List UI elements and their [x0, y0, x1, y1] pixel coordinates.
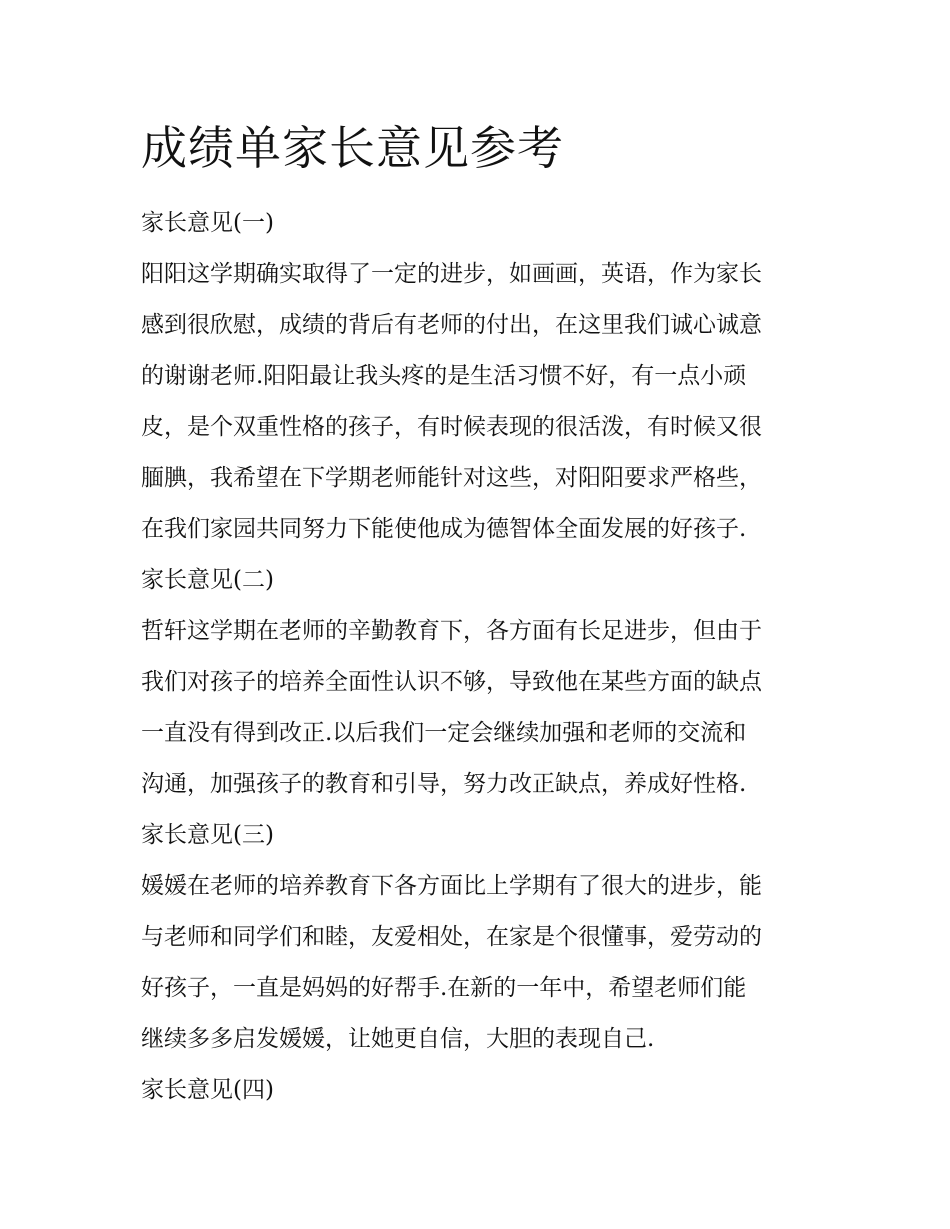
paragraph-line: 继续多多启发媛媛，让她更自信，大胆的表现自己. [141, 1026, 655, 1052]
section-3 [141, 810, 821, 1065]
document-title: 成绩单家长意见参考 [141, 121, 564, 175]
section-heading: 家长意见(二) [141, 567, 274, 593]
paragraph-line: 腼腆，我希望在下学期老师能针对这些，对阳阳要求严格些， [141, 465, 762, 491]
paragraph-line: 沟通，加强孩子的教育和引导，努力改正缺点，养成好性格. [141, 771, 747, 797]
section-heading: 家长意见(三) [141, 822, 274, 848]
paragraph-line: 感到很欣慰，成绩的背后有老师的付出，在这里我们诚心诚意 [141, 312, 762, 338]
paragraph-line: 哲轩这学期在老师的辛勤教育下，各方面有长足进步，但由于 [141, 618, 762, 644]
section-heading: 家长意见(一) [141, 210, 274, 236]
section-2 [141, 555, 821, 810]
paragraph-line: 在我们家园共同努力下能使他成为德智体全面发展的好孩子. [141, 516, 747, 542]
paragraph-line: 好孩子，一直是妈妈的好帮手.在新的一年中，希望老师们能 [141, 975, 747, 1001]
section-1 [141, 198, 821, 555]
paragraph-line: 的谢谢老师.阳阳最让我头疼的是生活习惯不好，有一点小顽 [141, 363, 747, 389]
section-heading: 家长意见(四) [141, 1077, 274, 1103]
paragraph-line: 与老师和同学们和睦，友爱相处，在家是个很懂事，爱劳动的 [141, 924, 762, 950]
paragraph-line: 我们对孩子的培养全面性认识不够，导致他在某些方面的缺点 [141, 669, 762, 695]
document-page [141, 118, 821, 1116]
paragraph-line: 一直没有得到改正.以后我们一定会继续加强和老师的交流和 [141, 720, 747, 746]
paragraph-line: 皮，是个双重性格的孩子，有时候表现的很活泼，有时候又很 [141, 414, 762, 440]
paragraph-line: 阳阳这学期确实取得了一定的进步，如画画，英语，作为家长 [141, 261, 762, 287]
paragraph-line: 媛媛在老师的培养教育下各方面比上学期有了很大的进步，能 [141, 873, 762, 899]
section-4 [141, 1065, 821, 1116]
